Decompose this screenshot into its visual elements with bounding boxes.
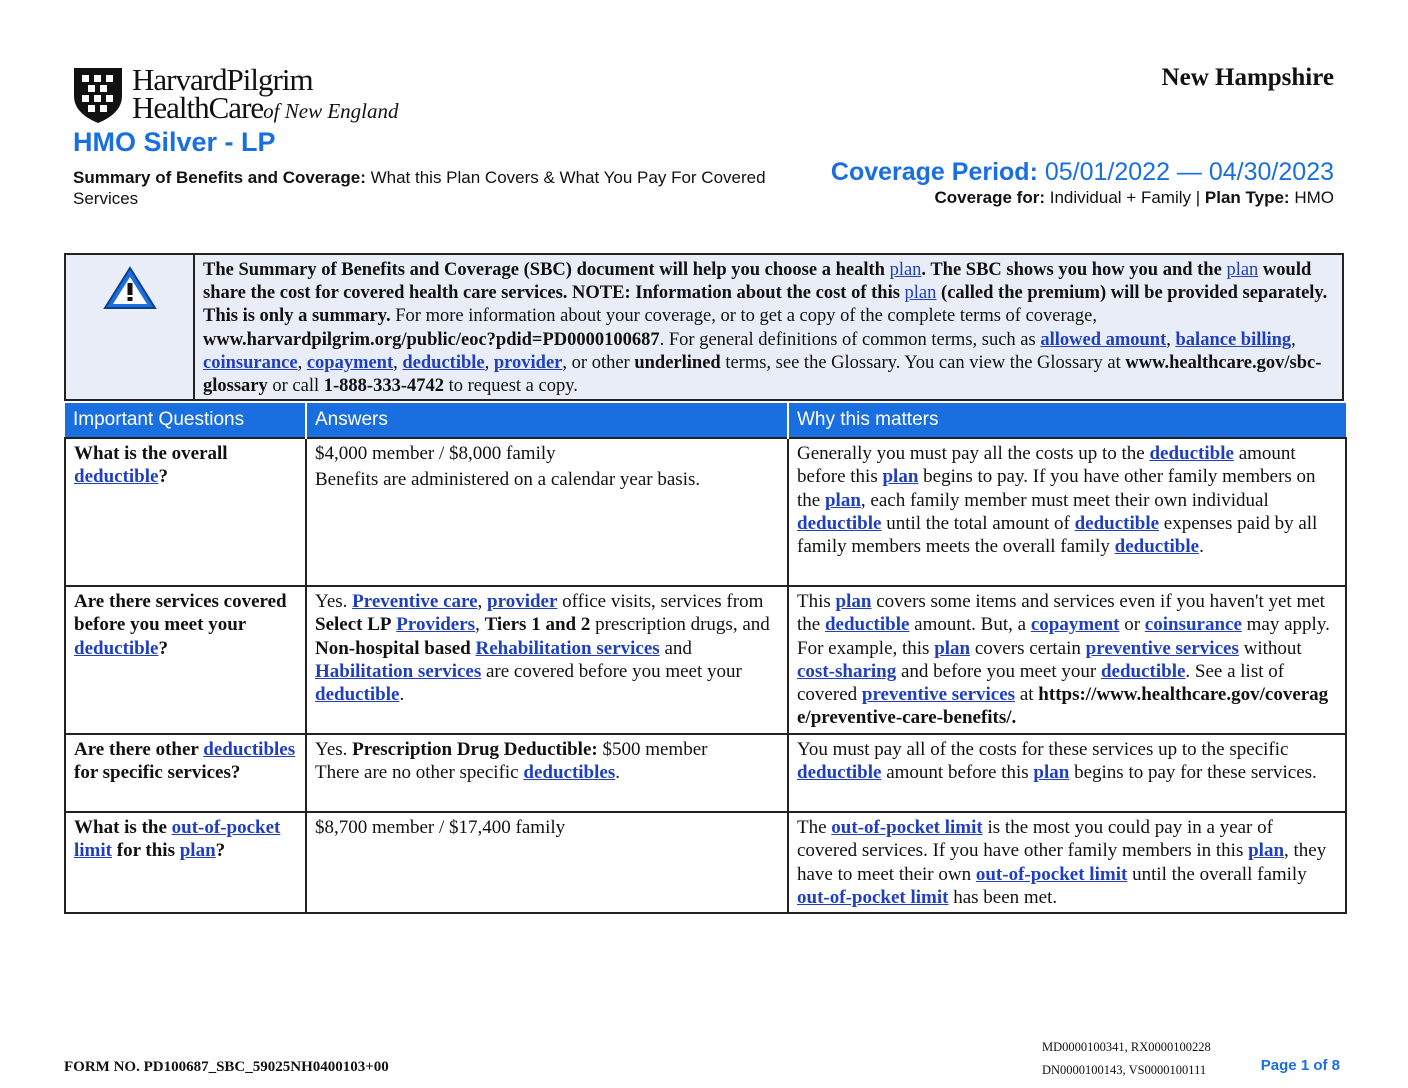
link-coinsurance[interactable]: coinsurance bbox=[203, 352, 298, 373]
why-cell: Generally you must pay all the costs up to the deductible amount before this plan begins to pay. If you have other family members on the plan, each family member must meet their own individual deductible until the total amount of deductible expenses paid by all family members meets the overall family deductible. bbox=[788, 438, 1346, 586]
shield-logo-icon bbox=[72, 66, 124, 124]
why-cell: The out-of-pocket limit is the most you could pay in a year of covered services. If you have other family members in this plan, they have to meet their own out-of-pocket limit until the overall family out-of-pocket limit has been met. bbox=[788, 812, 1346, 913]
sbc-subtitle: Summary of Benefits and Coverage: What this Plan Covers & What You Pay For Covered Services bbox=[73, 168, 766, 208]
answer-cell: Yes. Prescription Drug Deductible: $500 member There are no other specific deductibles. bbox=[306, 734, 788, 812]
link-preventive-services[interactable]: preventive services bbox=[861, 684, 1016, 706]
link-deductibles[interactable]: deductibles bbox=[203, 739, 296, 760]
link-out-of-pocket-limit[interactable]: out-of-pocket limit bbox=[797, 886, 949, 908]
table-row bbox=[65, 734, 1346, 812]
answer-cell: $8,700 member / $17,400 family bbox=[306, 812, 788, 913]
link-plan[interactable]: plan bbox=[835, 591, 872, 612]
benefits-table bbox=[64, 403, 1347, 914]
eoc-url: www.harvardpilgrim.org/public/eoc?pdid=PD0000100687 bbox=[203, 329, 660, 350]
link-plan[interactable]: plan bbox=[824, 489, 861, 511]
link-deductible[interactable]: deductible bbox=[315, 684, 400, 706]
link-deductible[interactable]: deductible bbox=[402, 352, 485, 373]
logo-line-2: HealthCareof New England bbox=[132, 90, 399, 125]
link-deductible[interactable]: deductible bbox=[1100, 660, 1186, 682]
link-deductible[interactable]: deductible bbox=[1074, 512, 1160, 534]
header-important-questions: Important Questions bbox=[65, 403, 306, 438]
link-plan[interactable]: plan bbox=[1226, 260, 1259, 280]
coverage-period: Coverage Period: 05/01/2022 — 04/30/2023 bbox=[830, 158, 1334, 186]
link-out-of-pocket-limit[interactable]: out-of-pocket limit bbox=[831, 817, 983, 838]
link-deductible[interactable]: deductible bbox=[74, 637, 159, 659]
answer-cell: $4,000 member / $8,000 family Benefits are administered on a calendar year basis. bbox=[306, 438, 788, 586]
link-deductible[interactable]: deductible bbox=[797, 512, 882, 534]
link-plan[interactable]: plan bbox=[1248, 840, 1285, 862]
link-preventive-care[interactable]: Preventive care bbox=[352, 591, 478, 612]
question-cell: What is the out-of-pocket limit for this plan? bbox=[65, 812, 306, 913]
table-row bbox=[65, 438, 1346, 586]
question-cell: Are there other deductibles for specific services? bbox=[65, 734, 306, 812]
link-deductible[interactable]: deductible bbox=[74, 466, 159, 488]
answer-cell: Yes. Preventive care, provider office visits, services from Select LP Providers, Tiers 1 and 2 prescription drugs, and Non-hospital based Rehabilitation services and Habilitation services are covered before you meet your deductible. bbox=[306, 586, 788, 734]
link-copayment[interactable]: copayment bbox=[306, 352, 394, 373]
link-provider[interactable]: provider bbox=[493, 352, 563, 373]
link-coinsurance[interactable]: coinsurance bbox=[1144, 614, 1242, 636]
link-plan[interactable]: plan bbox=[889, 260, 922, 280]
link-providers[interactable]: Providers bbox=[396, 614, 476, 636]
phone-number: 1-888-333-4742 bbox=[323, 376, 444, 397]
preventive-benefits-url: https://www.healthcare.gov/coverage/preventive-care-benefits/. bbox=[797, 684, 1329, 729]
link-provider[interactable]: provider bbox=[487, 591, 558, 612]
link-deductibles[interactable]: deductibles bbox=[523, 762, 616, 784]
link-copayment[interactable]: copayment bbox=[1030, 614, 1120, 636]
header-answers: Answers bbox=[306, 403, 788, 438]
document-codes bbox=[1042, 1036, 1211, 1082]
plan-title: HMO Silver - LP bbox=[73, 127, 276, 157]
link-allowed-amount[interactable]: allowed amount bbox=[1040, 329, 1167, 350]
link-plan[interactable]: plan bbox=[934, 637, 971, 659]
header-why-this-matters: Why this matters bbox=[788, 403, 1346, 438]
sbc-notice-box bbox=[64, 253, 1344, 401]
link-out-of-pocket-limit[interactable]: out-of-pocket limit bbox=[975, 863, 1128, 885]
warning-triangle-icon bbox=[103, 265, 157, 311]
coverage-for: Coverage for: Individual + Family | Plan Type: HMO bbox=[934, 188, 1334, 207]
link-balance-billing[interactable]: balance billing bbox=[1175, 329, 1292, 350]
link-plan[interactable]: plan bbox=[179, 840, 216, 862]
link-deductible[interactable]: deductible bbox=[1149, 443, 1234, 464]
link-out-of-pocket-limit[interactable]: out-of-pocket limit bbox=[74, 817, 281, 862]
form-number: FORM NO. PD100687_SBC_59025NH0400103+00 bbox=[64, 1059, 389, 1075]
link-cost-sharing[interactable]: cost-sharing bbox=[797, 660, 897, 682]
notice-icon-cell bbox=[66, 255, 195, 399]
code-line-1: MD0000100341, RX0000100228 bbox=[1042, 1040, 1211, 1054]
glossary-url: www.healthcare.gov/sbc-glossary bbox=[203, 352, 1322, 397]
link-deductible[interactable]: deductible bbox=[797, 762, 882, 784]
question-cell: Are there services covered before you meet your deductible? bbox=[65, 586, 306, 734]
link-preventive-services[interactable]: preventive services bbox=[1085, 637, 1239, 659]
link-habilitation-services[interactable]: Habilitation services bbox=[315, 660, 482, 682]
why-cell: This plan covers some items and services even if you haven't yet met the deductible amount. But, a copayment or coinsurance may apply. For example, this plan covers certain preventive services without cost-sharing and before you meet your deductible. See a list of covered preventive services at https://www.healthcare.gov/coverage/preventive-care-benefits/. bbox=[788, 586, 1346, 734]
link-rehabilitation-services[interactable]: Rehabilitation services bbox=[475, 637, 660, 659]
page-number: Page 1 of 8 bbox=[1260, 1057, 1340, 1074]
notice-text: The Summary of Benefits and Coverage (SBC) document will help you choose a health plan. The SBC shows you how you and the plan would share the cost for covered health care services. NOTE: Information about the cost of this plan (called the premium) will be provided separately. This is only a summary. For more information about your coverage, or to get a copy of the complete terms of coverage, www.harvardpilgrim.org/public/eoc?pdid=PD0000100687. For general definitions of common terms, such as allowed amount, balance billing, coinsurance, copayment, deductible, provider, or other underlined terms, see the Glossary. You can view the Glossary at www.healthcare.gov/sbc-glossary or call 1-888-333-4742 to request a copy. bbox=[203, 260, 1328, 397]
why-cell: You must pay all of the costs for these services up to the specific deductible amount before this plan begins to pay for these services. bbox=[788, 734, 1346, 812]
table-row bbox=[65, 586, 1346, 734]
link-plan[interactable]: plan bbox=[882, 466, 919, 488]
link-deductible[interactable]: deductible bbox=[1114, 536, 1200, 558]
link-plan[interactable]: plan bbox=[904, 283, 937, 304]
question-cell: What is the overall deductible? bbox=[65, 438, 306, 586]
code-line-2: DN0000100143, VS0000100111 bbox=[1042, 1063, 1207, 1077]
link-plan[interactable]: plan bbox=[1033, 762, 1070, 784]
table-row bbox=[65, 812, 1346, 913]
table-header-row bbox=[65, 403, 1346, 438]
link-deductible[interactable]: deductible bbox=[824, 614, 910, 636]
logo-line-1: HarvardPilgrim bbox=[132, 62, 313, 97]
state-name: New Hampshire bbox=[1161, 64, 1334, 91]
harvard-pilgrim-logo bbox=[72, 62, 412, 126]
